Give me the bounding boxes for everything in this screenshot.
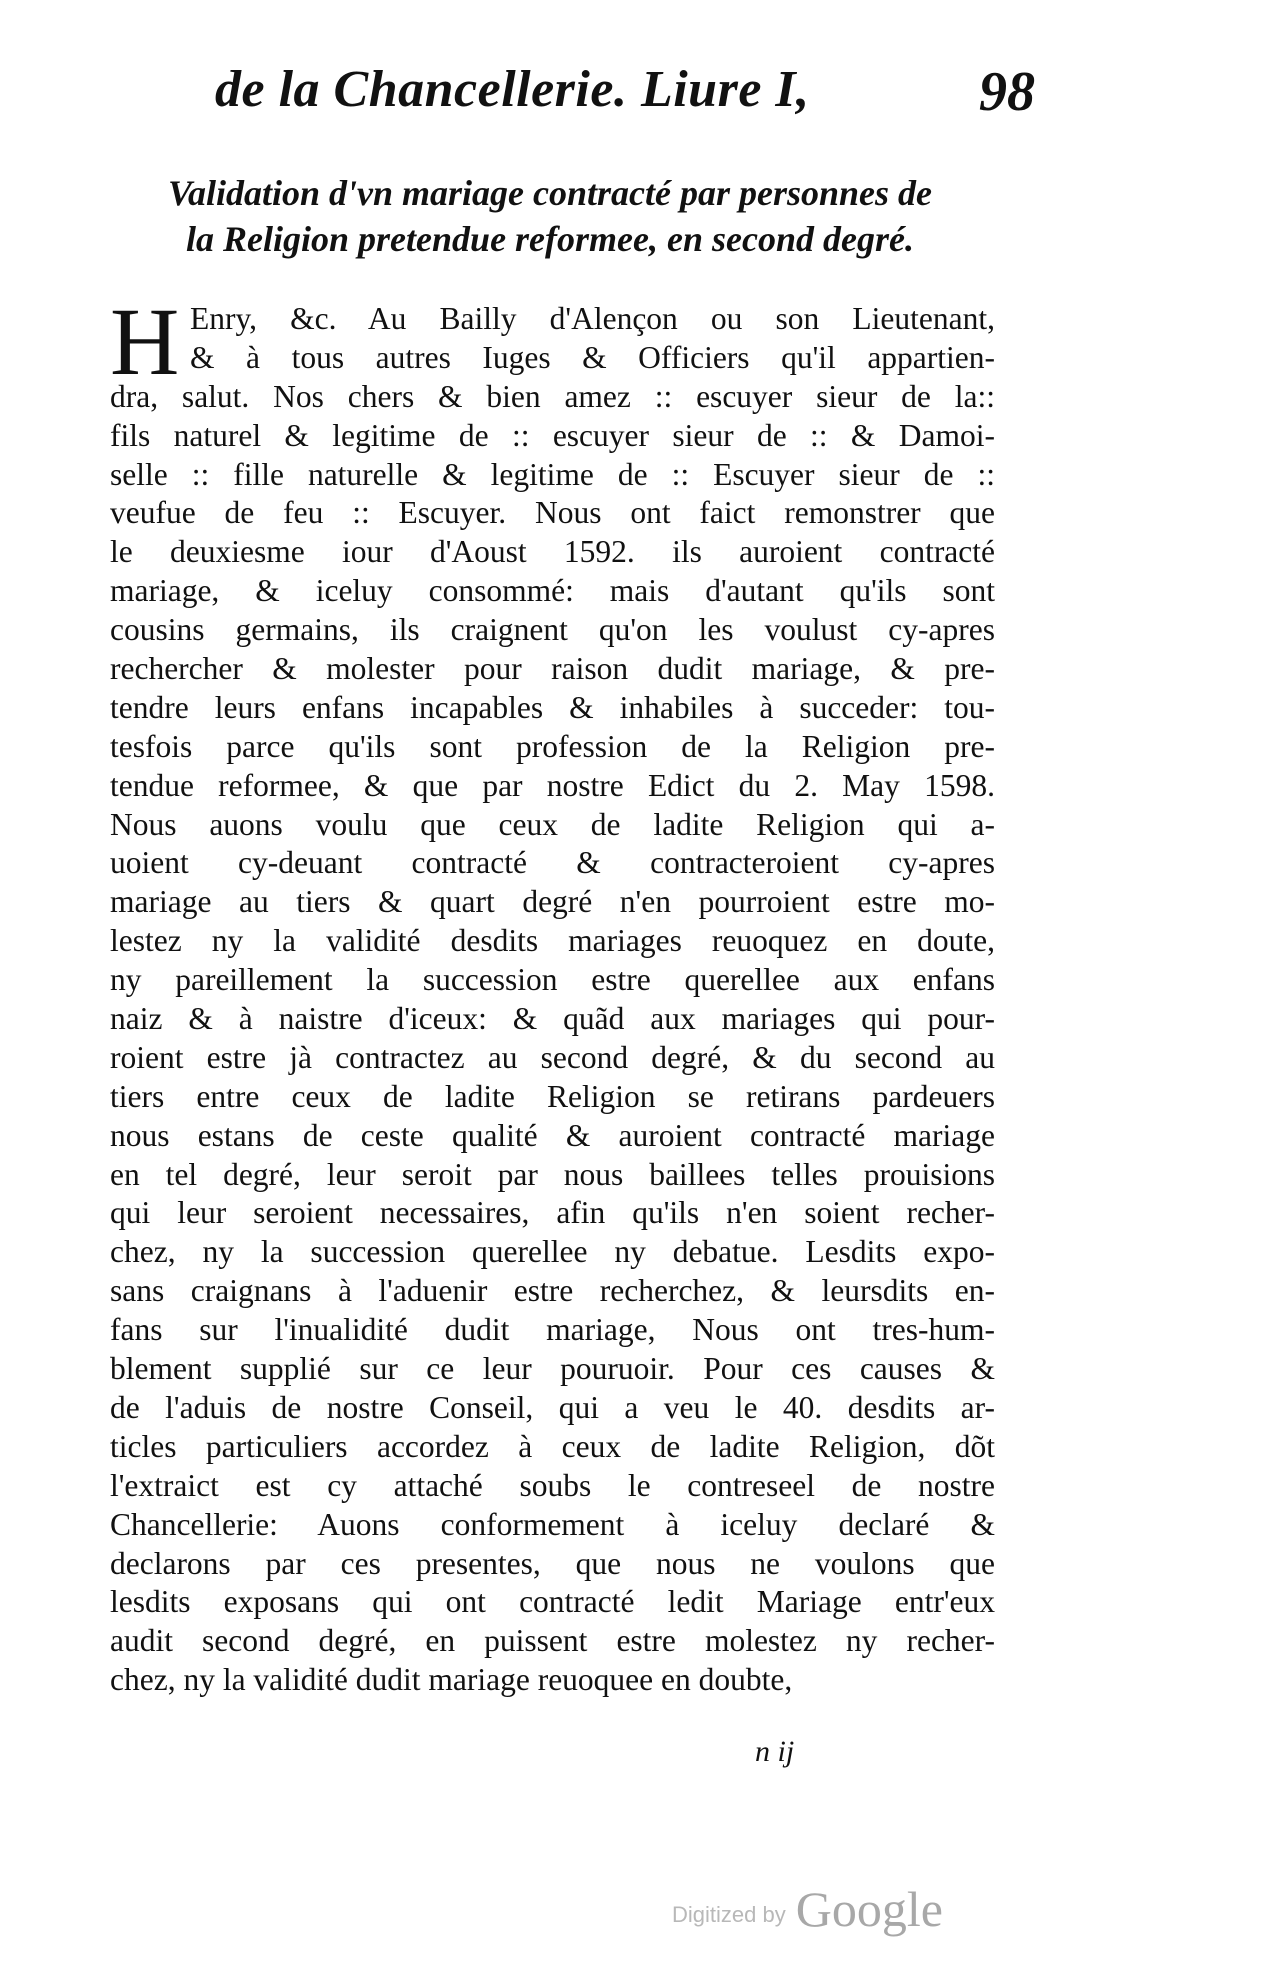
digitized-by-google-watermark	[672, 1880, 943, 1940]
text-line: tesfois parce qu'ils sont profession de la Religion pre-	[110, 728, 995, 764]
text-line: tiers entre ceux de ladite Religion se retirans pardeuers	[110, 1078, 995, 1114]
text-line: de l'aduis de nostre Conseil, qui a veu le 40. desdits ar-	[110, 1389, 995, 1425]
text-line: l'extraict est cy attaché soubs le contreseel de nostre	[110, 1467, 995, 1503]
text-line: blement supplié sur ce leur pouruoir. Pour ces causes &	[110, 1351, 995, 1387]
section-title-line: la Religion pretendue reformee, en second degré.	[186, 219, 914, 259]
text-line: rechercher & molester pour raison dudit mariage, & pre-	[110, 651, 995, 687]
text-line: sans craignans à l'aduenir estre recherchez, & leursdits en-	[110, 1273, 995, 1309]
text-line: naiz & à naistre d'iceux: & quãd aux mariages qui pour-	[110, 1001, 995, 1037]
text-line: Chancellerie: Auons conformement à iceluy declaré &	[110, 1506, 995, 1542]
text-line: dra, salut. Nos chers & bien amez :: escuyer sieur de la::	[110, 378, 995, 414]
body-text	[110, 288, 995, 1700]
text-line: roient estre jà contractez au second degré, & du second au	[110, 1039, 995, 1075]
drop-cap-initial: H	[110, 288, 180, 395]
text-line: ticles particuliers accordez à ceux de ladite Religion, dõt	[110, 1428, 995, 1464]
text-line: ny pareillement la succession estre querellee aux enfans	[110, 962, 995, 998]
text-line: declarons par ces presentes, que nous ne voulons que	[110, 1545, 995, 1581]
text-line: Nous auons voulu que ceux de ladite Religion qui a-	[110, 806, 995, 842]
text-line: lestez ny la validité desdits mariages reuoquez en doute,	[110, 923, 995, 959]
text-line: fils naturel & legitime de :: escuyer sieur de :: & Damoi-	[110, 417, 995, 453]
text-line: tendre leurs enfans incapables & inhabiles à succeder: tou-	[110, 689, 995, 725]
text-line: audit second degré, en puissent estre molestez ny recher-	[110, 1623, 995, 1659]
text-line: tendue reformee, & que par nostre Edict du 2. May 1598.	[110, 767, 995, 803]
running-title: de la Chancellerie. Liure I,	[215, 61, 810, 118]
text-line: chez, ny la validité dudit mariage reuoquee en doubte,	[110, 1662, 793, 1698]
running-head	[215, 60, 1035, 130]
watermark-prefix: Digitized by	[672, 1902, 786, 1927]
text-line: qui leur seroient necessaires, afin qu'ils n'en soient recher-	[110, 1195, 995, 1231]
section-title	[140, 170, 960, 262]
text-line: cousins germains, ils craignent qu'on les voulust cy-apres	[110, 612, 995, 648]
signature-mark: n ij	[755, 1735, 795, 1768]
text-line: Enry, &c. Au Bailly d'Alençon ou son Lieutenant,	[190, 301, 995, 336]
section-title-line: Validation d'vn mariage contracté par personnes de	[167, 173, 933, 213]
text-line: fans sur l'inualidité dudit mariage, Nous ont tres-hum-	[110, 1312, 995, 1348]
text-line: uoient cy-deuant contracté & contracteroient cy-apres	[110, 845, 995, 881]
text-line: nous estans de ceste qualité & auroient contracté mariage	[110, 1117, 995, 1153]
text-line: & à tous autres Iuges & Officiers qu'il appartien-	[190, 339, 995, 375]
text-line: mariage au tiers & quart degré n'en pourroient estre mo-	[110, 884, 995, 920]
page-number: 98	[979, 61, 1035, 123]
text-line: veufue de feu :: Escuyer. Nous ont faict remonstrer que	[110, 495, 995, 531]
text-line: en tel degré, leur seroit par nous baillees telles prouisions	[110, 1156, 995, 1192]
text-line: chez, ny la succession querellee ny debatue. Lesdits expo-	[110, 1234, 995, 1270]
google-logo: Google	[795, 1881, 943, 1937]
text-line: selle :: fille naturelle & legitime de :: Escuyer sieur de ::	[110, 456, 995, 492]
text-line: le deuxiesme iour d'Aoust 1592. ils auroient contracté	[110, 534, 995, 570]
text-line: lesdits exposans qui ont contracté ledit Mariage entr'eux	[110, 1584, 995, 1620]
text-line: mariage, & iceluy consommé: mais d'autant qu'ils sont	[110, 573, 995, 609]
